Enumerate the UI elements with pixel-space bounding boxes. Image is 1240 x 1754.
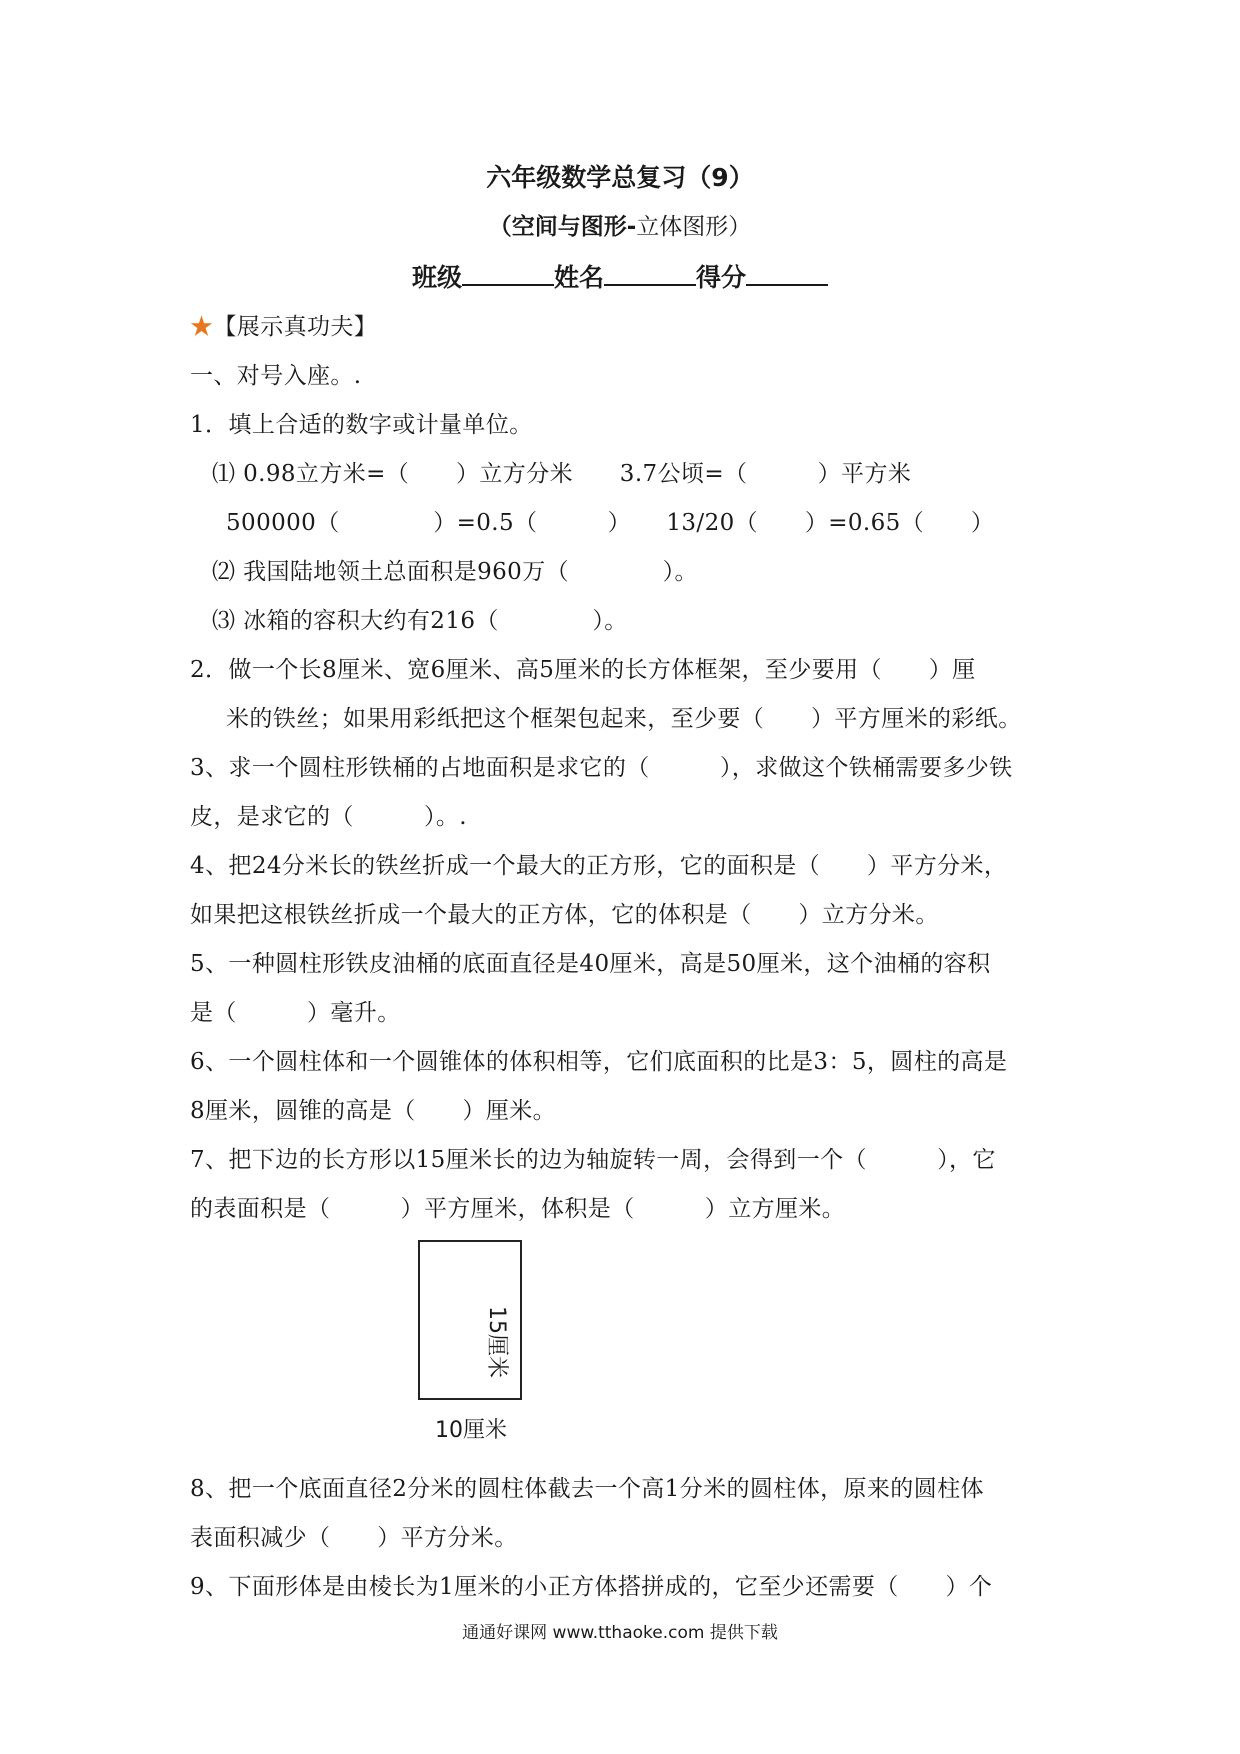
question-6-line-b: 8厘米，圆锥的高是（ ）厘米。 [190,1098,557,1124]
question-1-2: ⑵ 我国陆地领土总面积是960万（ ）。 [212,559,698,585]
subtitle-bold-part: （空间与图形- [488,214,637,240]
question-2-line-a: 2．做一个长8厘米、宽6厘米、高5厘米的长方体框架，至少要用（ ）厘 [190,657,976,683]
rectangle-width-label: 10厘米 [435,1418,507,1443]
question-6-line-a: 6、一个圆柱体和一个圆锥体的体积相等，它们底面积的比是3：5，圆柱的高是 [190,1049,1008,1075]
question-5-line-a: 5、一种圆柱形铁皮油桶的底面直径是40厘米，高是50厘米，这个油桶的容积 [190,951,991,977]
score-blank[interactable] [746,262,828,286]
section-heading [190,308,377,341]
question-1: 1．填上合适的数字或计量单位。 [190,412,533,438]
class-label: 班级 [411,263,462,292]
star-icon: ★ [190,314,214,340]
class-blank[interactable] [462,262,554,286]
question-4-line-a: 4、把24分米长的铁丝折成一个最大的正方形，它的面积是（ ）平方分米， [190,853,1008,879]
question-3-line-a: 3、求一个圆柱形铁桶的占地面积是求它的（ ），求做这个铁桶需要多少铁 [190,755,1013,781]
question-2-line-b: 米的铁丝；如果用彩纸把这个框架包起来，至少要（ ）平方厘米的彩纸。 [226,706,1022,732]
question-8-line-b: 表面积减少（ ）平方分米。 [190,1525,518,1551]
name-label: 姓名 [553,263,604,292]
rectangle-diagram [410,1240,580,1450]
page-title: 六年级数学总复习（9） [486,163,754,192]
page-subtitle [0,208,1240,241]
name-blank[interactable] [604,262,696,286]
page-footer: 通通好课网 www.tthaoke.com 提供下载 [462,1623,778,1643]
rectangle-height-label: 15厘米 [484,1306,509,1378]
question-4-line-b: 如果把这根铁丝折成一个最大的正方体，它的体积是（ ）立方分米。 [190,902,939,928]
question-1-3: ⑶ 冰箱的容积大约有216（ ）。 [212,608,628,634]
student-info-fields [0,258,1240,294]
subtitle-rest-part: 立体图形） [636,214,752,240]
part-one-heading: 一、对号入座。. [190,363,362,389]
question-5-line-b: 是（ ）毫升。 [190,1000,401,1026]
section-heading-text: 【展示真功夫】 [213,314,378,340]
question-9-line-a: 9、下面形体是由棱长为1厘米的小正方体搭拼成的，它至少还需要（ ）个 [190,1574,993,1600]
score-label: 得分 [696,263,747,292]
question-1-1-line-a: ⑴ 0.98立方米=（ ）立方分米 3.7公顷=（ ）平方米 [212,461,912,487]
question-3-line-b: 皮，是求它的（ ）。. [190,804,468,830]
question-7-line-a: 7、把下边的长方形以15厘米长的边为轴旋转一周，会得到一个（ ），它 [190,1147,996,1173]
question-8-line-a: 8、把一个底面直径2分米的圆柱体截去一个高1分米的圆柱体，原来的圆柱体 [190,1476,984,1502]
question-7-line-b: 的表面积是（ ）平方厘米，体积是（ ）立方厘米。 [190,1196,846,1222]
question-1-1-line-b: 500000（ ）=0.5（ ） 13/20（ ）=0.65（ ） [226,510,995,536]
